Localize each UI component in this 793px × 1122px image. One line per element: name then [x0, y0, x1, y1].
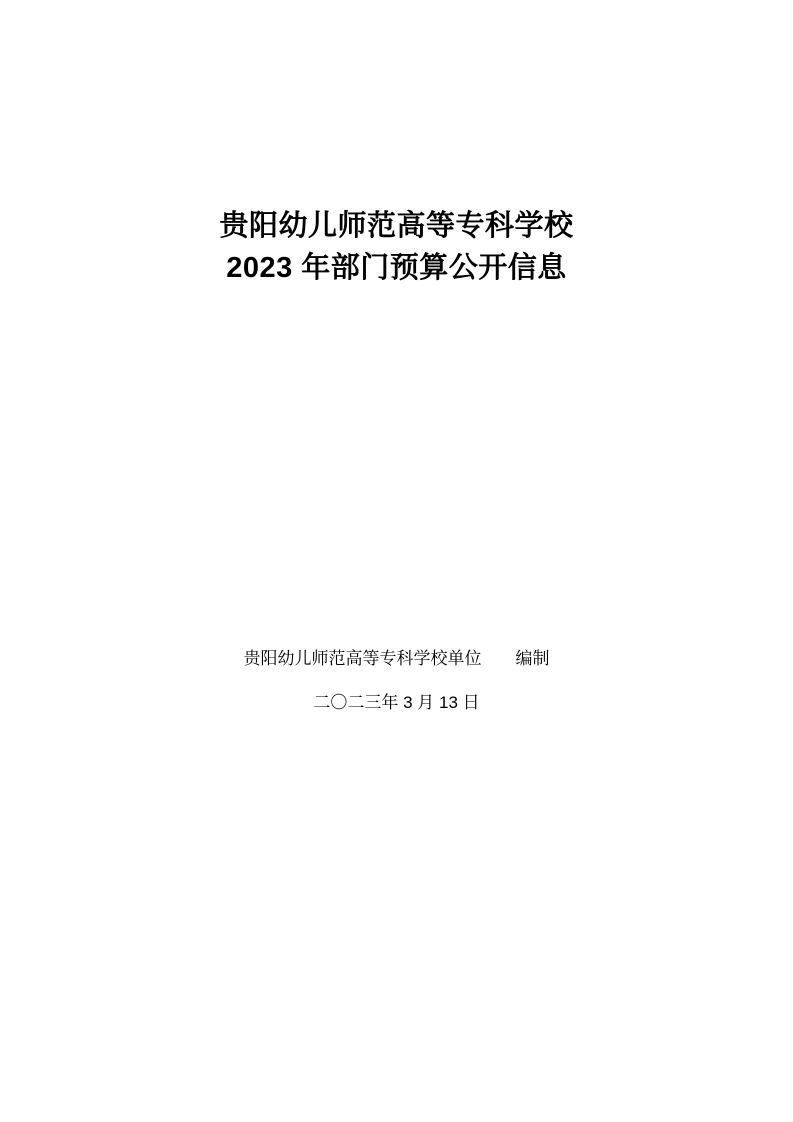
title-line-2: 2023 年部门预算公开信息 [226, 252, 567, 284]
date-text: 二〇二三年 3 月 13 日 [313, 693, 480, 712]
title-line-1: 贵阳幼儿师范高等专科学校 [219, 210, 574, 242]
document-title [0, 205, 793, 289]
document-footer [0, 645, 793, 717]
issuer-text: 贵阳幼儿师范高等专科学校单位 编制 [243, 649, 550, 668]
